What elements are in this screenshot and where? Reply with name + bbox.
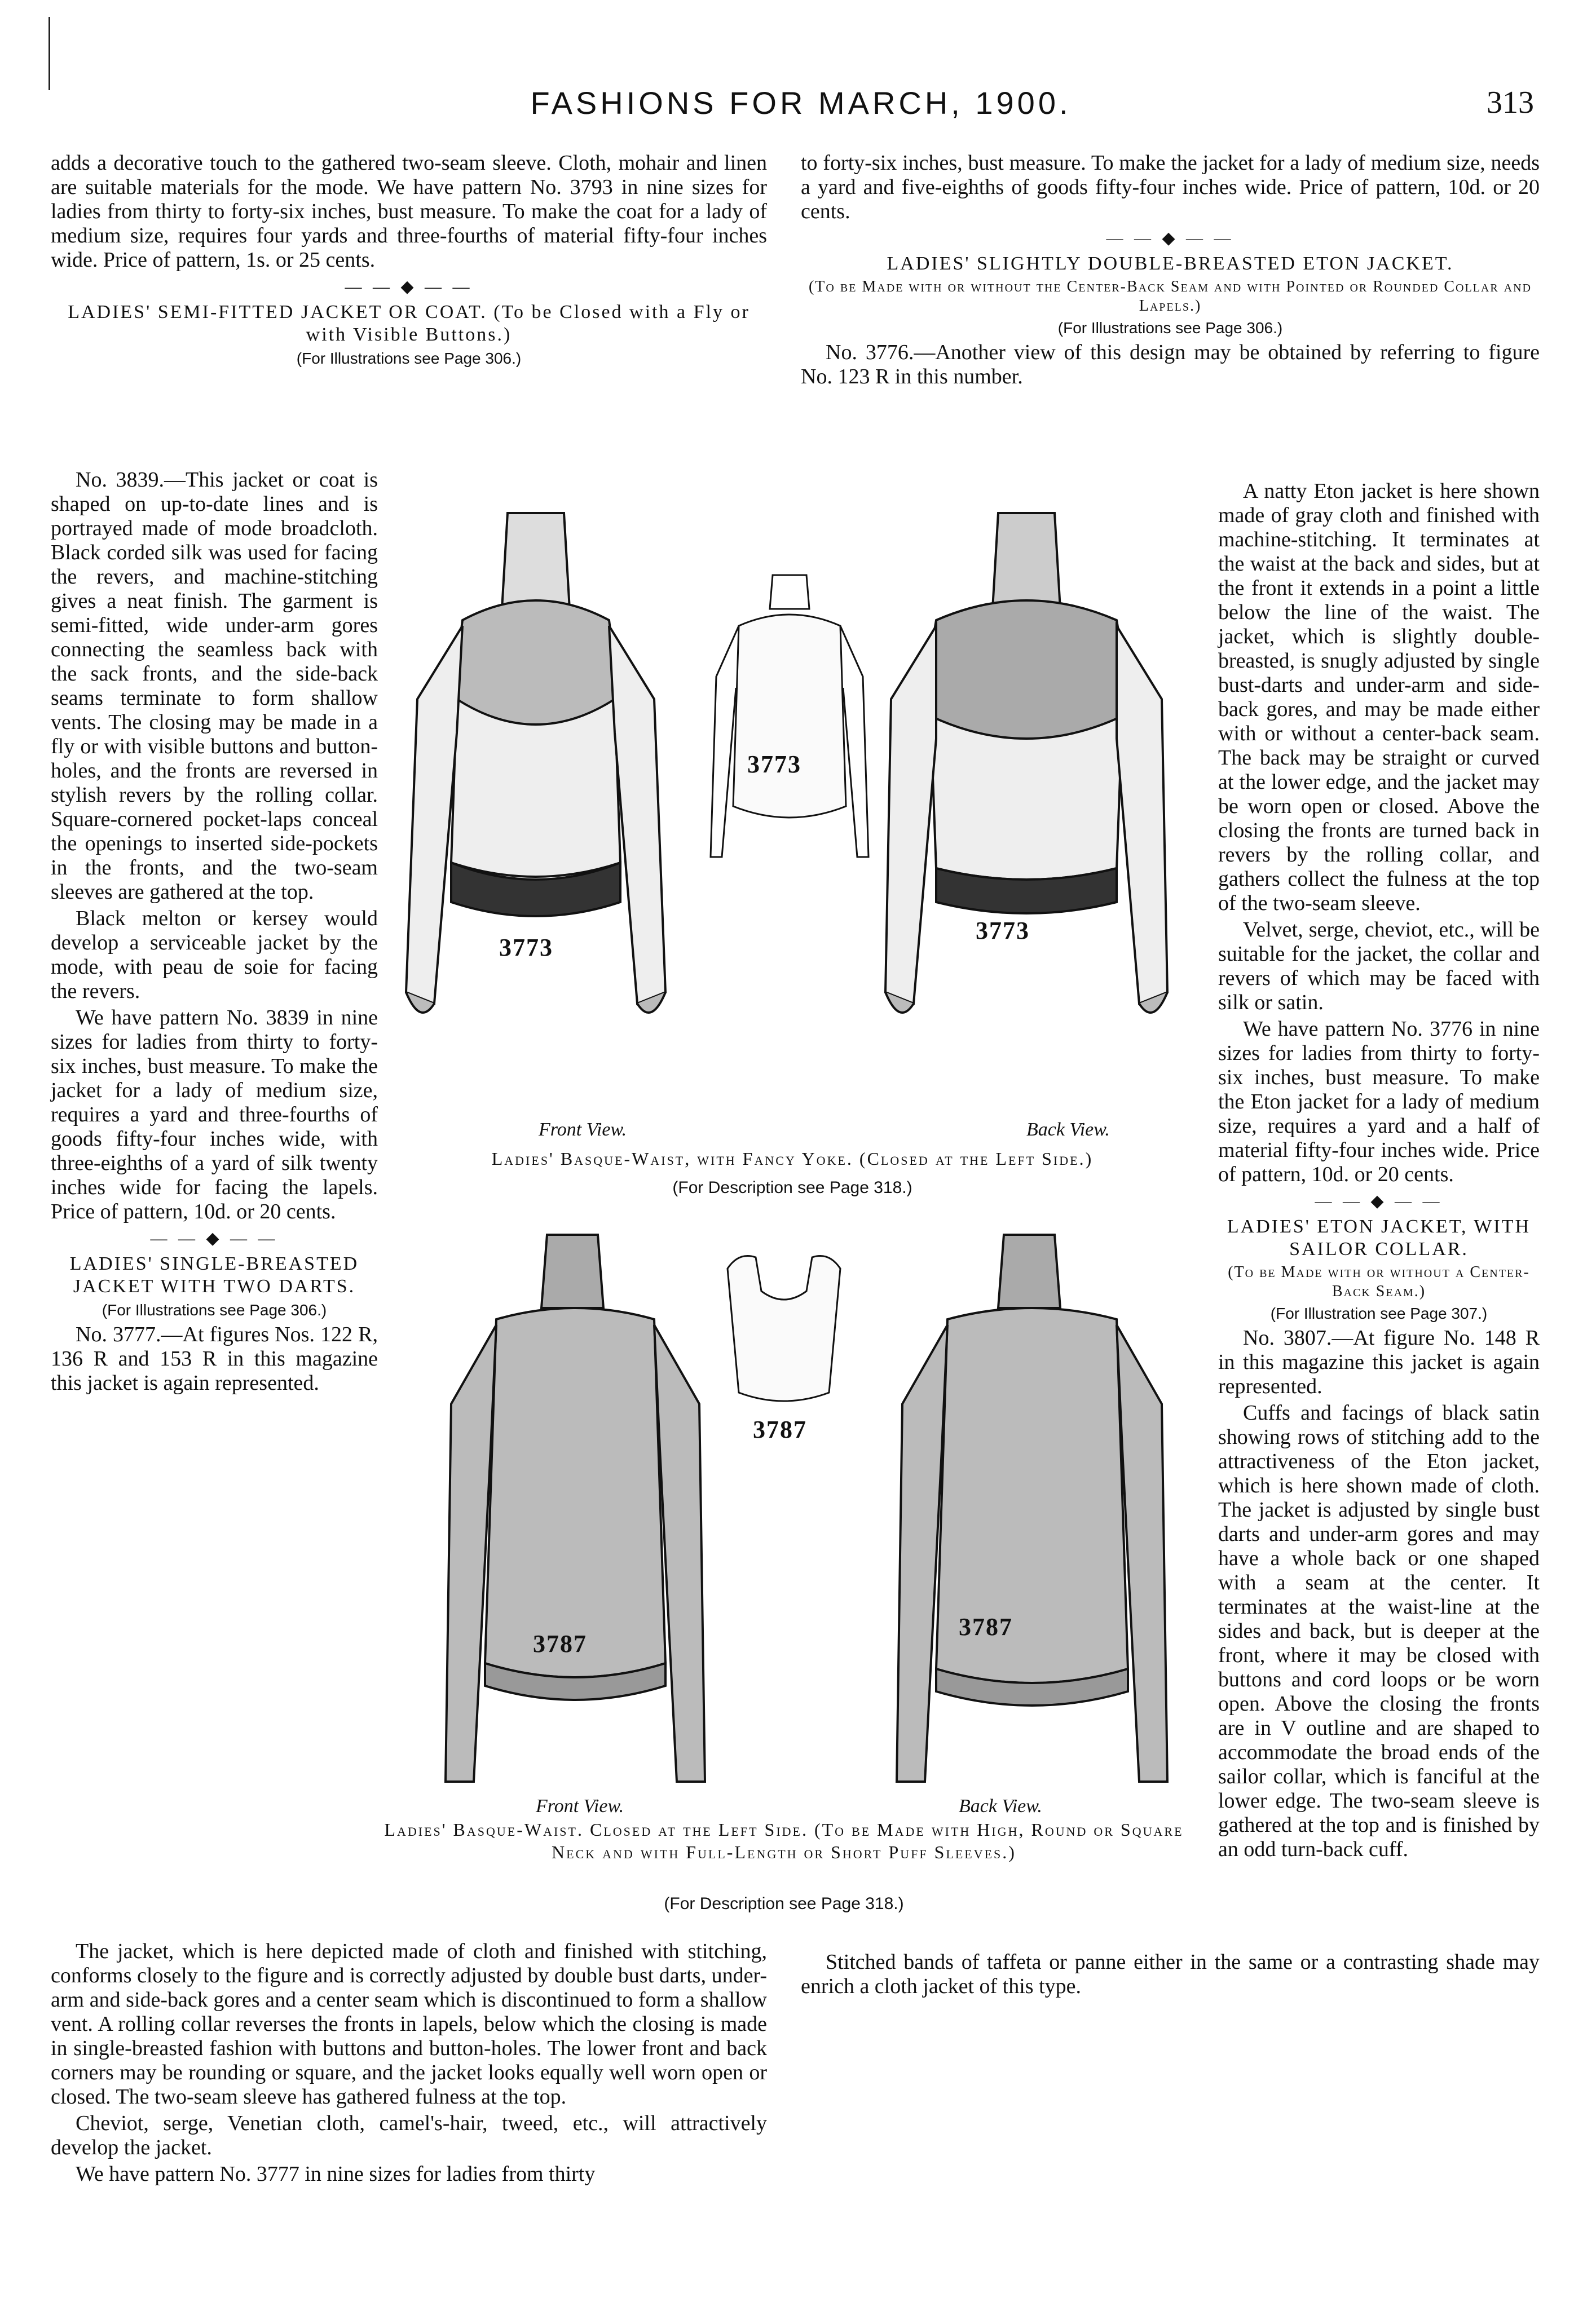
eton-double-paragraph-1: No. 3776.—Another view of this design may be obtained by referring to figure No. 123 R in this number.	[801, 341, 1540, 388]
figure-number: 3787	[533, 1630, 587, 1658]
page-number: 313	[1487, 85, 1534, 120]
left-column-bottom	[51, 1939, 767, 2189]
section-divider: — — ◆ — —	[345, 277, 473, 296]
semi-fitted-heading: LADIES' SEMI-FITTED JACKET OR COAT. (To be Closed with a Fly or with Visible Buttons.)	[68, 302, 750, 345]
section-divider: — — ◆ — —	[1315, 1192, 1443, 1210]
left-column-narrow	[51, 468, 378, 1398]
eton-sailor-ref: (For Illustration see Page 307.)	[1270, 1305, 1488, 1322]
back-view-label: Back View.	[959, 1796, 1042, 1817]
figure-ref: (For Description see Page 318.)	[664, 1894, 904, 1913]
eton-sailor-subhead: (To be Made with or without a Center-Back Seam.)	[1228, 1263, 1530, 1300]
single-breasted-paragraph-2: The jacket, which is here depicted made of cloth and finished with stitching, conforms closely to the figure and is correctly adjusted by double bust darts, under-arm and side-back gores and a center seam which is discontinued to form a shallow vent. A rolling collar reverses the fronts in lapels, below which the closing is made in single-breasted fashion with buttons and button-holes. The lower front and back corners may be rounding or square, and the jacket looks equally well worn open or closed. The two-seam sleeve has gathered fulness at the top.	[51, 1939, 767, 2109]
eton-sailor-paragraph-2: Cuffs and facings of black satin showing rows of stitching add to the attractiveness of the Eton jacket, which is here shown made of cloth. The jacket is adjusted by single bust darts and under-arm gores and may have a whole back or one shaped with a seam at the center. It terminates at the waist-line at the sides and back, but is deeper at the front, where it may be closed with buttons and cord loops or be worn open. Above the closing the fronts are in V outline and are shaped to accommodate the broad ends of the sailor collar, which is fanciful at the lower edge. The two-seam sleeve is gathered at the top and is finished by an odd turn-back cuff.	[1218, 1401, 1540, 1861]
right-column-narrow	[1218, 479, 1540, 1864]
continued-paragraph-right: to forty-six inches, bust measure. To make the jacket for a lady of medium size, needs a yard and five-eighths of goods fifty-four inches wide. Price of pattern, 10d. or 20 cents.	[801, 151, 1540, 223]
eton-double-subhead: (To be Made with or without the Center-Back Seam and with Pointed or Rounded Collar and Lapels.)	[808, 278, 1532, 315]
figure-number: 3773	[976, 917, 1030, 944]
left-column-top	[51, 151, 767, 371]
figure-caption: Ladies' Basque-Waist, with Fancy Yoke. (Closed at the Left Side.)	[491, 1148, 1094, 1169]
section-divider: — — ◆ — —	[150, 1229, 279, 1248]
figure-number: 3787	[753, 1416, 807, 1443]
front-view-label: Front View.	[539, 1119, 627, 1140]
figure-number: 3773	[747, 750, 801, 778]
right-column-top	[801, 151, 1540, 391]
single-breasted-paragraph-1: No. 3777.—At figures Nos. 122 R, 136 R and 153 R in this magazine this jacket is again represented.	[51, 1323, 378, 1395]
page-header-title: FASHIONS FOR MARCH, 1900.	[530, 85, 1072, 121]
basque-waist-3787-front-illustration	[429, 1223, 722, 1787]
back-view-label: Back View.	[1026, 1119, 1110, 1140]
basque-waist-3773-lining-illustration	[705, 564, 874, 880]
single-breasted-ref: (For Illustrations see Page 306.)	[102, 1301, 327, 1319]
basque-waist-3773-back-illustration	[868, 496, 1184, 1116]
section-divider: — — ◆ — —	[1106, 229, 1235, 248]
continued-paragraph: adds a decorative touch to the gathered two-seam sleeve. Cloth, mohair and linen are suitable materials for the mode. We have pattern No. 3793 in nine sizes for ladies from thirty to forty-six inches, bust measure. To make the coat for a lady of medium size, requires four yards and three-fourths of material fifty-four inches wide. Price of pattern, 1s. or 25 cents.	[51, 151, 767, 272]
right-column-bottom	[801, 1948, 1540, 2001]
eton-double-paragraph-3: Velvet, serge, cheviot, etc., will be suitable for the jacket, the collar and revers of which may be faced with silk or satin.	[1218, 918, 1540, 1014]
figure-caption: Ladies' Basque-Waist. Closed at the Left Side. (To be Made with High, Round or Square Neck and with Full-Length or Short Puff Sleeves.)	[384, 1819, 1184, 1862]
eton-sailor-paragraph-3: Stitched bands of taffeta or panne either in the same or a contrasting shade may enrich a cloth jacket of this type.	[801, 1950, 1540, 1998]
eton-double-paragraph-4: We have pattern No. 3776 in nine sizes for ladies from thirty to forty-six inches, bust measure. To make the Eton jacket for a lady of medium size, requires a yard and a half of material fifty-four inches wide. Price of pattern, 10d. or 20 cents.	[1218, 1017, 1540, 1186]
semi-fitted-ref: (For Illustrations see Page 306.)	[296, 350, 522, 367]
semi-fitted-paragraph-3: We have pattern No. 3839 in nine sizes for ladies from thirty to forty-six inches, bust measure. To make the jacket for a lady of medium size, requires a yard and three-fourths of goods fifty-four inches wide, with three-eighths of a yard of silk twenty inches wide for facing the lapels. Price of pattern, 10d. or 20 cents.	[51, 1006, 378, 1223]
eton-sailor-paragraph-1: No. 3807.—At figure No. 148 R in this magazine this jacket is again represented.	[1218, 1326, 1540, 1398]
figure-number: 3773	[499, 934, 553, 961]
eton-sailor-heading: LADIES' ETON JACKET, WITH SAILOR COLLAR.	[1227, 1216, 1531, 1260]
semi-fitted-paragraph-2: Black melton or kersey would develop a serviceable jacket by the mode, with peau de soie for facing the revers.	[51, 907, 378, 1003]
basque-waist-3787-back-illustration	[880, 1223, 1184, 1787]
single-breasted-paragraph-4: We have pattern No. 3777 in nine sizes for ladies from thirty	[76, 2162, 596, 2186]
figure-ref: (For Description see Page 318.)	[672, 1178, 912, 1197]
basque-waist-3773-front-illustration	[395, 496, 677, 1116]
figure-number: 3787	[959, 1613, 1013, 1641]
eton-double-heading: LADIES' SLIGHTLY DOUBLE-BREASTED ETON JACKET.	[887, 253, 1454, 274]
front-view-label: Front View.	[536, 1796, 624, 1817]
single-breasted-paragraph-3: Cheviot, serge, Venetian cloth, camel's-hair, tweed, etc., will attractively develop the jacket.	[51, 2111, 767, 2159]
basque-waist-3787-lining-illustration	[716, 1246, 852, 1415]
margin-mark	[49, 17, 50, 90]
eton-double-ref: (For Illustrations see Page 306.)	[1057, 319, 1283, 337]
semi-fitted-paragraph-1: No. 3839.—This jacket or coat is shaped on up-to-date lines and is portrayed made of mode broadcloth. Black corded silk was used for facing the revers, and machine-stitching gives a neat finish. The garment is semi-fitted, wide under-arm gores connecting the seamless back with the sack fronts, and the side-back seams terminate to form shallow vents. The closing may be made in a fly or with visible buttons and button-holes, and the fronts are reversed in stylish revers by the rolling collar. Square-cornered pocket-laps conceal the openings to inserted side-pockets in the fronts, and the two-seam sleeves are gathered at the top.	[51, 468, 378, 904]
eton-double-paragraph-2: A natty Eton jacket is here shown made of gray cloth and finished with machine-stitching. It terminates at the waist at the back and sides, but at the front it extends in a point a little below the line of the waist. The jacket, which is slightly double-breasted, is snugly adjusted by single bust-darts and under-arm and side-back gores, and may be made either with or without a center-back seam. The back may be straight or curved at the lower edge, and the jacket may be worn open or closed. Above the closing the fronts are turned back in revers by the rolling collar, and gathers collect the fulness at the top of the two-seam sleeve.	[1218, 479, 1540, 915]
single-breasted-heading: LADIES' SINGLE-BREASTED JACKET WITH TWO DARTS.	[69, 1253, 359, 1297]
